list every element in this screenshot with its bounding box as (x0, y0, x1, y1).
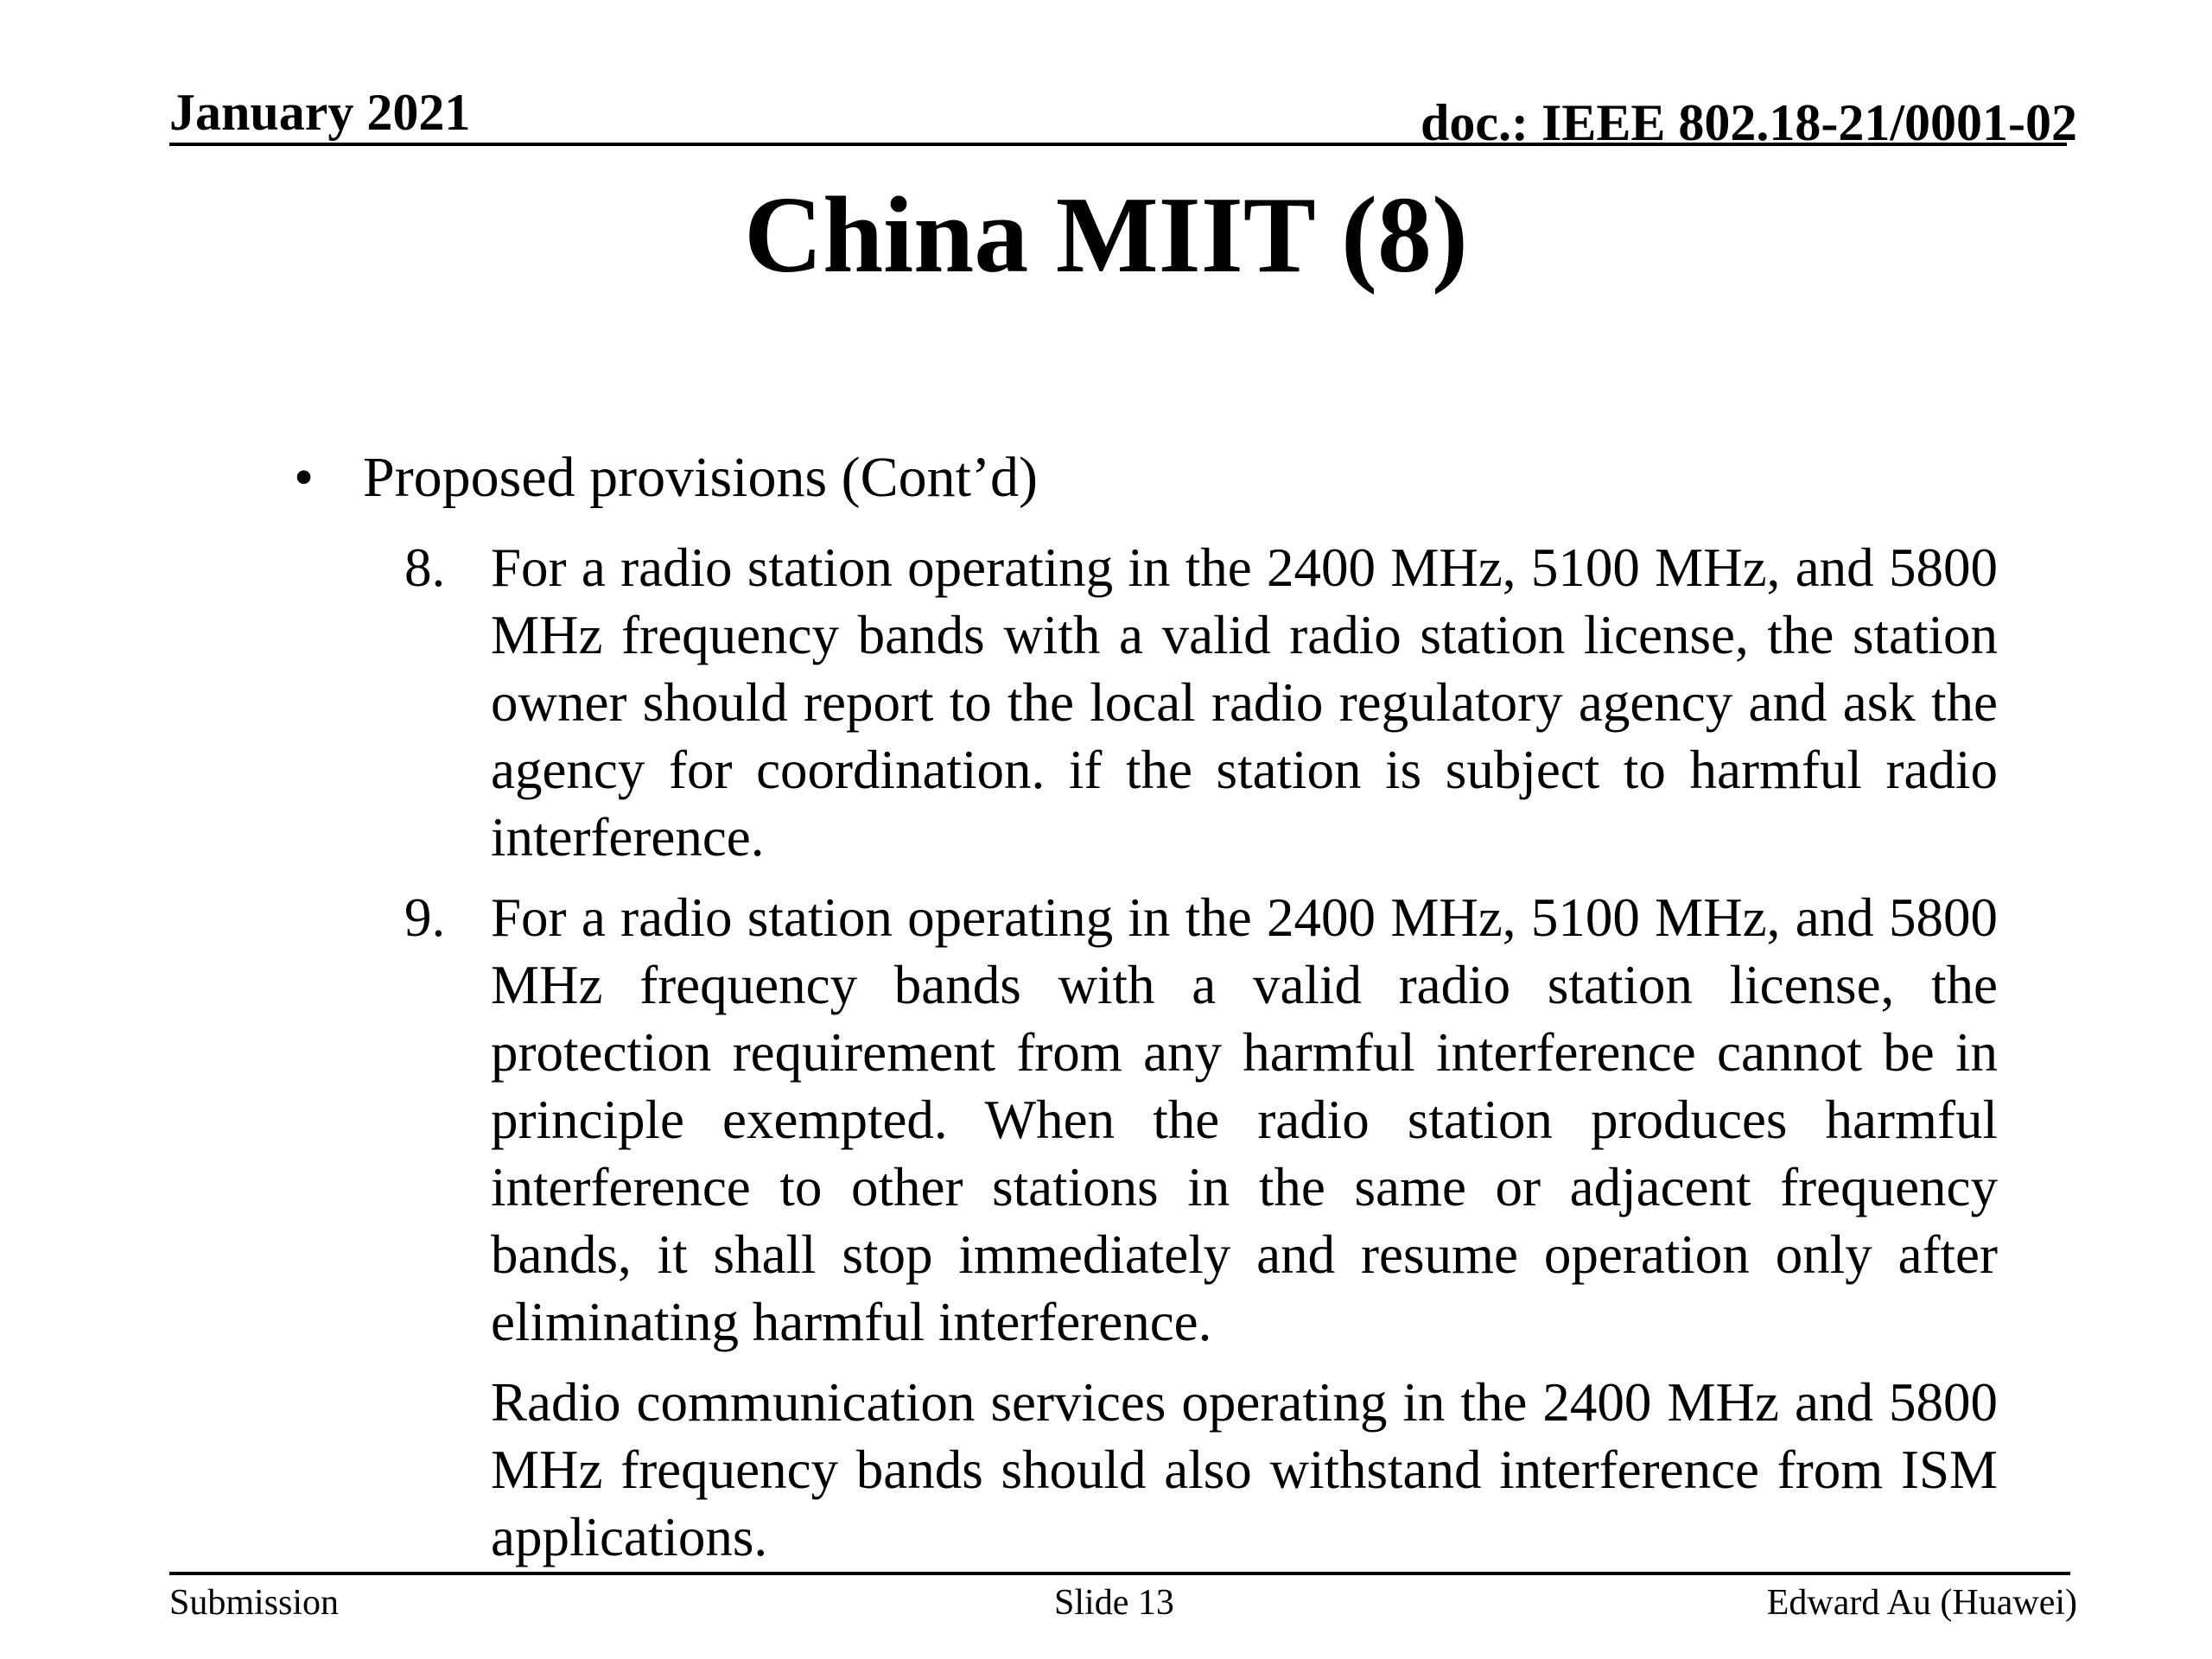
provision-note (404, 1369, 1998, 1571)
footer-slide-number: Slide 13 (1054, 1583, 1174, 1623)
provision-item-8 (404, 534, 1998, 871)
provision-number: 8. (404, 537, 446, 598)
provision-text: Radio communication services operating in the 2400 MHz and 5800 MHz frequency bands should also withstand interference from ISM applications. (491, 1372, 1998, 1567)
footer-author: Edward Au (Huawei) (1766, 1583, 2077, 1623)
bullet-symbol: • (294, 446, 315, 509)
provision-number: 9. (404, 887, 446, 948)
slide-title: China MIIT (8) (744, 175, 1468, 296)
header-divider (169, 143, 2067, 146)
footer-submission: Submission (169, 1583, 340, 1623)
bullet-text: Proposed provisions (Cont’d) (363, 446, 1038, 509)
header-doc-id: doc.: IEEE 802.18-21/0001-02 (1420, 94, 2077, 151)
provision-item-9 (404, 884, 1998, 1356)
header-date: January 2021 (169, 84, 471, 141)
provision-text: For a radio station operating in the 2400 MHz, 5100 MHz, and 5800 MHz frequency bands with a valid radio station license, the station owner should report to the local radio regulatory agency and ask the agency for coordination. if the station is subject to harmful radio interference. (491, 537, 1998, 868)
footer-divider (169, 1572, 2070, 1575)
provision-text: For a radio station operating in the 2400 MHz, 5100 MHz, and 5800 MHz frequency bands with a valid radio station license, the protection requirement from any harmful interference cannot be in principle exempted. When the radio station produces harmful interference to other stations in the same or adjacent frequency bands, it shall stop immediately and resume operation only after eliminating harmful interference. (491, 887, 1998, 1352)
